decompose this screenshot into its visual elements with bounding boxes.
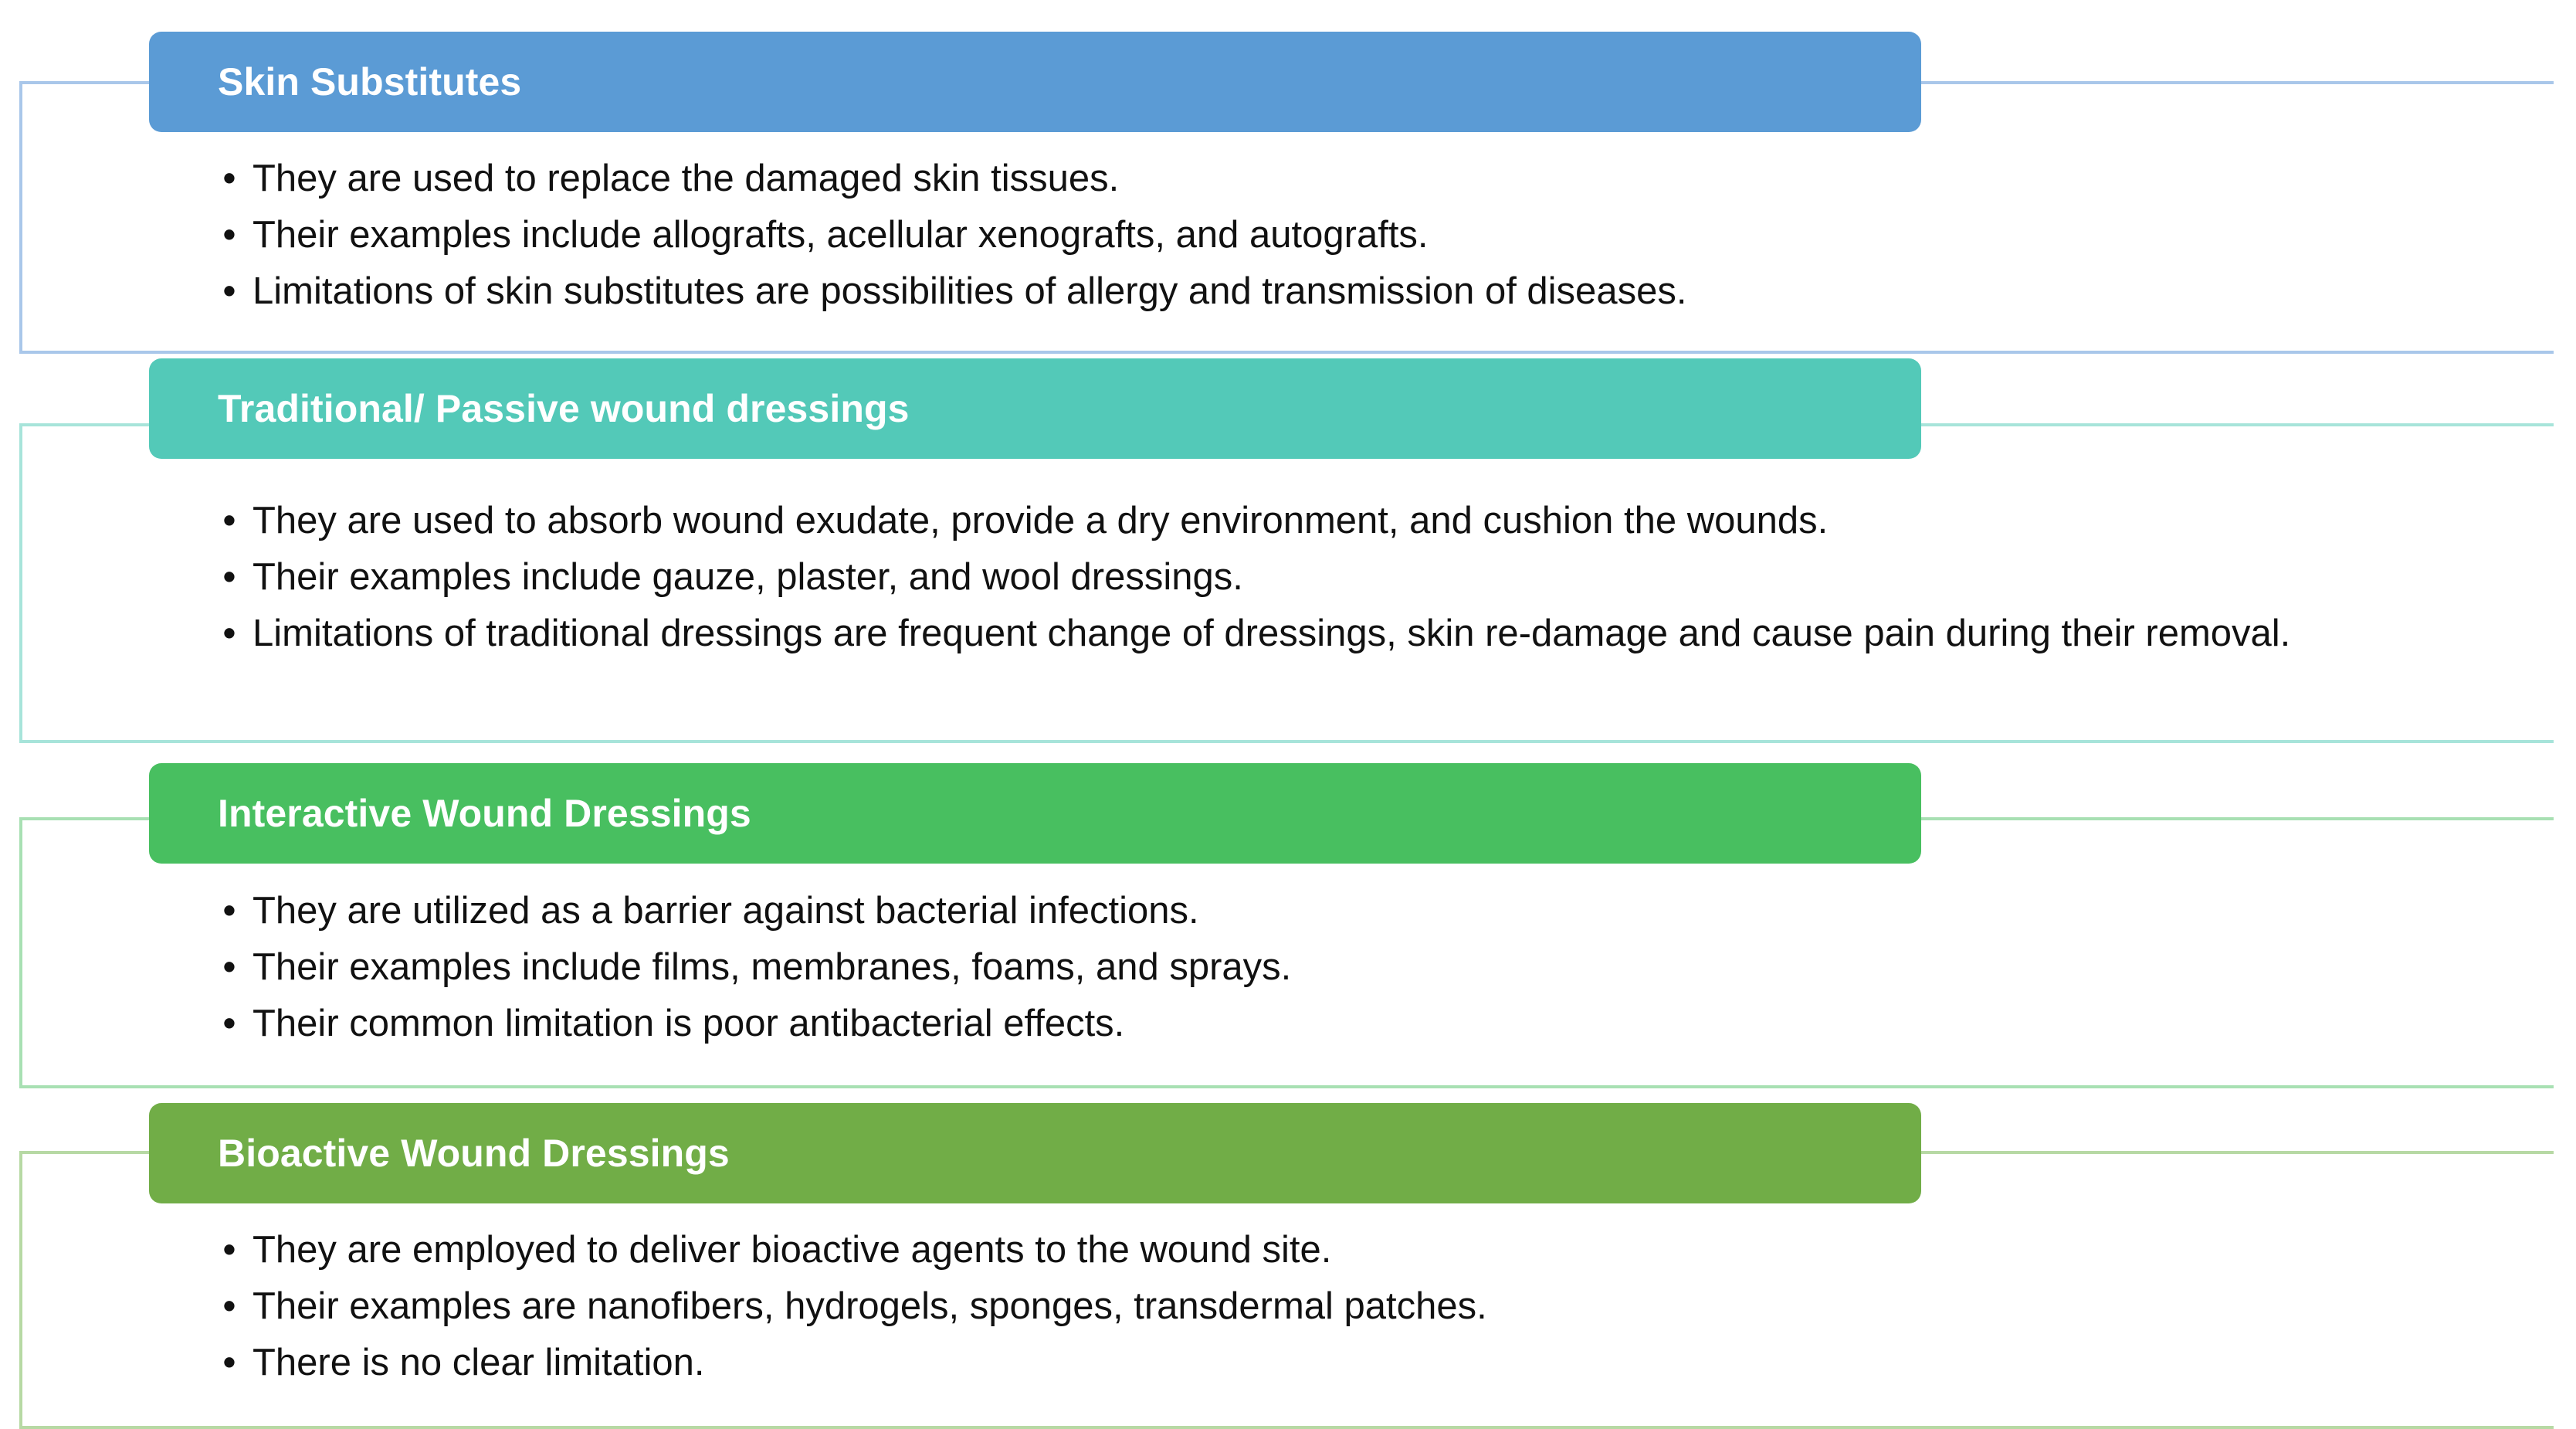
section-header [149, 1103, 1921, 1203]
section-header [149, 763, 1921, 864]
bullet-item: • Their examples include allografts, acellular xenografts, and autografts. [220, 207, 2406, 263]
bullet-list [220, 883, 2406, 1052]
bullet-item: • Their examples are nanofibers, hydrogels, sponges, transdermal patches. [220, 1278, 2406, 1335]
section-title: Skin Substitutes [218, 60, 522, 104]
bullet-item: • Limitations of skin substitutes are possibilities of allergy and transmission of diseases. [220, 263, 2406, 320]
bullet-item: • Their common limitation is poor antibacterial effects. [220, 996, 2406, 1052]
section-header [149, 358, 1921, 459]
bullet-item: • Their examples include gauze, plaster, and wool dressings. [220, 549, 2406, 606]
bullet-item: • They are employed to deliver bioactive agents to the wound site. [220, 1222, 2406, 1278]
bullet-item: • Limitations of traditional dressings are frequent change of dressings, skin re-damage and cause pain during their removal. [220, 606, 2406, 662]
bullet-list [220, 151, 2406, 320]
bullet-list [220, 493, 2406, 662]
section-title: Bioactive Wound Dressings [218, 1132, 730, 1175]
bullet-item: • They are used to absorb wound exudate, provide a dry environment, and cushion the wounds. [220, 493, 2406, 549]
section-header [149, 32, 1921, 132]
bullet-item: • Their examples include films, membranes, foams, and sprays. [220, 939, 2406, 996]
bullet-item: • There is no clear limitation. [220, 1335, 2406, 1391]
bullet-item: • They are utilized as a barrier against bacterial infections. [220, 883, 2406, 939]
section-title: Traditional/ Passive wound dressings [218, 387, 910, 430]
section-title: Interactive Wound Dressings [218, 792, 751, 835]
bullet-list [220, 1222, 2406, 1391]
bullet-item: • They are used to replace the damaged skin tissues. [220, 151, 2406, 207]
